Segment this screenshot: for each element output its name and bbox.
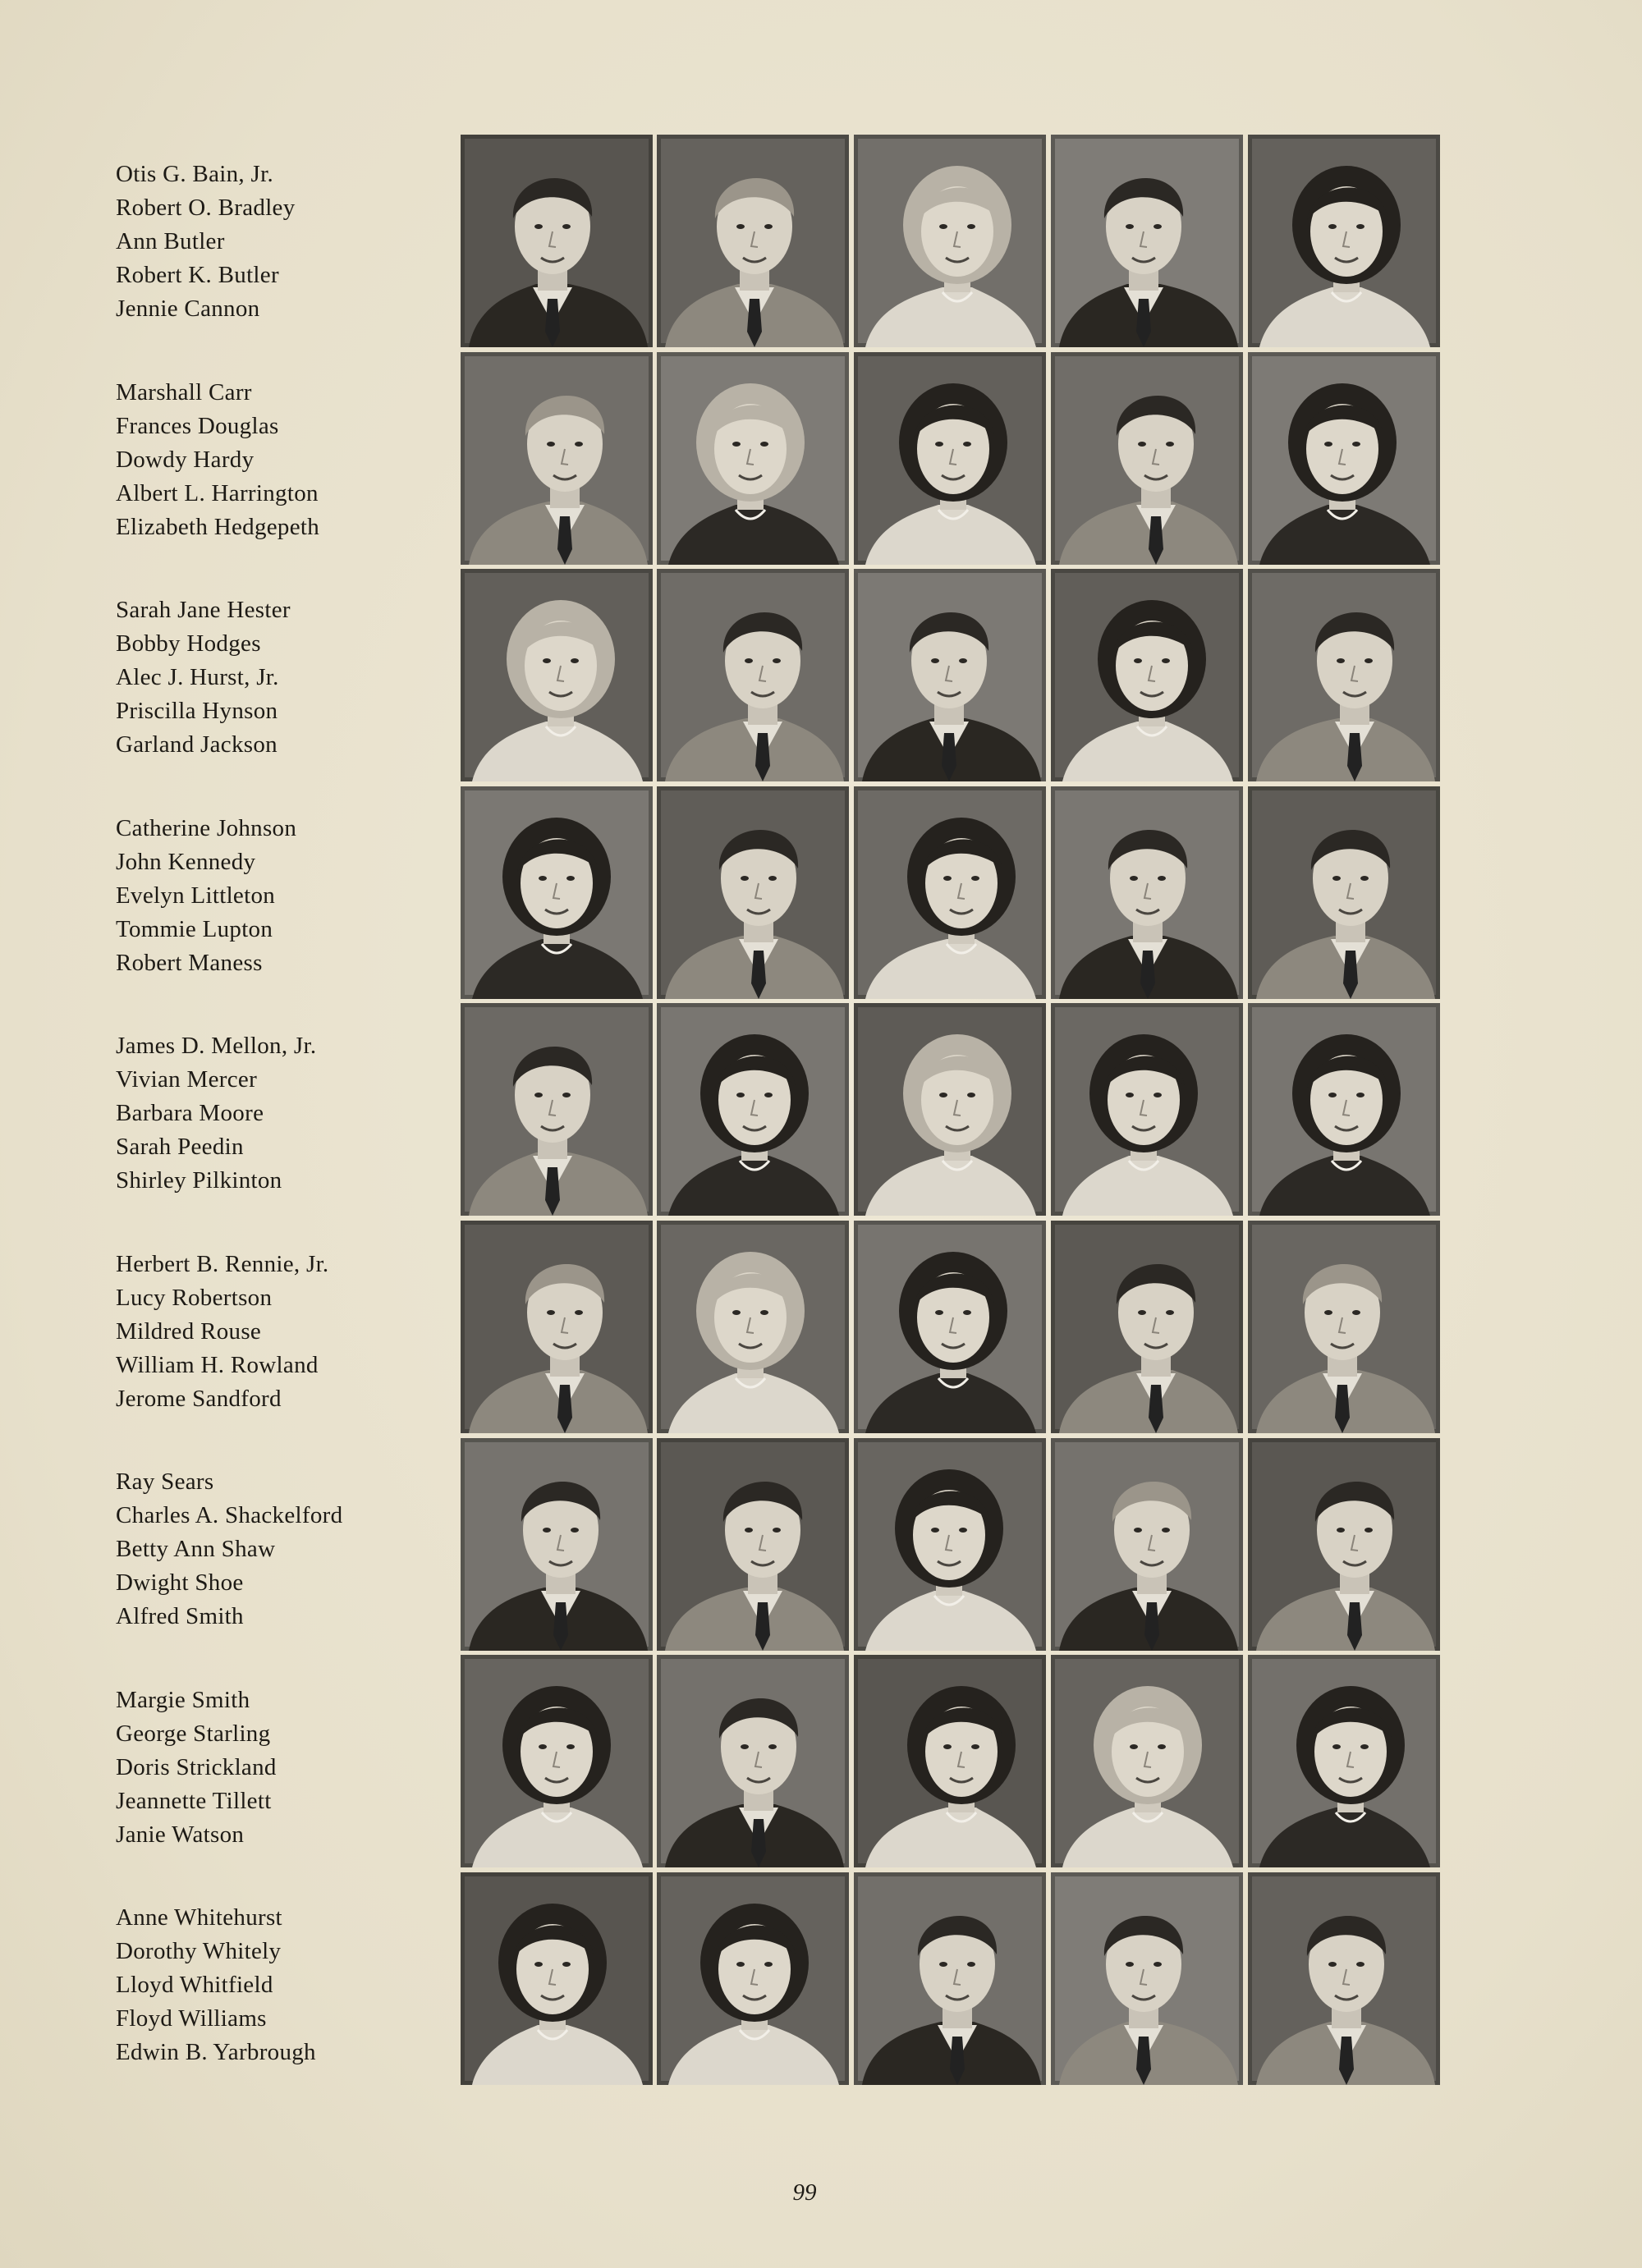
- student-portrait: [854, 1003, 1046, 1216]
- portrait-illustration: [1051, 569, 1243, 781]
- name-group: [116, 376, 444, 544]
- student-portrait: [1051, 1438, 1243, 1651]
- name-group: [116, 1248, 444, 1416]
- student-portrait: [657, 1003, 849, 1216]
- student-portrait: [1051, 352, 1243, 565]
- portrait-illustration: [1051, 1221, 1243, 1433]
- student-name: Evelyn Littleton: [116, 882, 276, 909]
- student-name: Jennie Cannon: [116, 296, 260, 322]
- student-portrait: [1248, 786, 1440, 999]
- portrait-illustration: [1051, 1003, 1243, 1216]
- student-portrait: [461, 352, 653, 565]
- student-name: Janie Watson: [116, 1821, 245, 1848]
- student-name: Margie Smith: [116, 1686, 250, 1713]
- student-name: Anne Whitehurst: [116, 1904, 282, 1931]
- student-portrait: [1051, 1872, 1243, 2085]
- student-portrait: [657, 352, 849, 565]
- student-portrait: [657, 1655, 849, 1867]
- student-portrait: [657, 1221, 849, 1433]
- student-name: Bobby Hodges: [116, 630, 261, 657]
- name-group: [116, 158, 444, 326]
- portrait-illustration: [1051, 1655, 1243, 1867]
- student-portrait: [461, 1655, 653, 1867]
- student-name: Albert L. Harrington: [116, 479, 319, 506]
- student-portrait: [1248, 1872, 1440, 2085]
- portrait-illustration: [657, 1438, 849, 1651]
- portrait-illustration: [657, 135, 849, 347]
- student-name: Alfred Smith: [116, 1603, 244, 1629]
- student-portrait: [854, 135, 1046, 347]
- student-name: Herbert B. Rennie, Jr.: [116, 1250, 329, 1277]
- student-name: Otis G. Bain, Jr.: [116, 161, 273, 187]
- portrait-illustration: [1248, 352, 1440, 565]
- student-portrait: [657, 1438, 849, 1651]
- student-name: Sarah Peedin: [116, 1134, 244, 1160]
- portrait-illustration: [1248, 1221, 1440, 1433]
- student-portrait: [1051, 135, 1243, 347]
- portrait-illustration: [657, 1221, 849, 1433]
- portrait-illustration: [854, 569, 1046, 781]
- student-portrait: [854, 786, 1046, 999]
- portrait-illustration: [657, 1655, 849, 1867]
- portrait-illustration: [1248, 135, 1440, 347]
- student-portrait: [1051, 786, 1243, 999]
- student-name: Dwight Shoe: [116, 1569, 244, 1596]
- portrait-illustration: [854, 1438, 1046, 1651]
- portrait-illustration: [854, 135, 1046, 347]
- student-portrait: [854, 1438, 1046, 1651]
- student-portrait: [657, 1872, 849, 2085]
- student-name: John Kennedy: [116, 848, 256, 875]
- student-portrait: [461, 786, 653, 999]
- student-name: Alec J. Hurst, Jr.: [116, 664, 279, 690]
- portrait-grid: [461, 135, 1440, 2085]
- portrait-illustration: [461, 1872, 653, 2085]
- student-name: William H. Rowland: [116, 1351, 319, 1378]
- portrait-illustration: [854, 1221, 1046, 1433]
- student-name: Mildred Rouse: [116, 1317, 262, 1345]
- portrait-illustration: [657, 1872, 849, 2085]
- portrait-illustration: [461, 1438, 653, 1651]
- name-group: [116, 1465, 444, 1633]
- student-portrait: [461, 1872, 653, 2085]
- student-name: Robert Maness: [116, 949, 263, 976]
- portrait-illustration: [657, 352, 849, 565]
- portrait-illustration: [1051, 352, 1243, 565]
- student-name: Jerome Sandford: [116, 1385, 282, 1412]
- student-portrait: [657, 786, 849, 999]
- student-name: Vivian Mercer: [116, 1066, 258, 1093]
- student-name: Priscilla Hynson: [116, 698, 278, 724]
- portrait-illustration: [657, 786, 849, 999]
- student-name: Marshall Carr: [116, 378, 252, 405]
- student-portrait: [1248, 1655, 1440, 1867]
- student-portrait: [1051, 569, 1243, 781]
- student-name: Elizabeth Hedgepeth: [116, 513, 320, 540]
- student-name: George Starling: [116, 1720, 271, 1747]
- student-portrait: [1248, 569, 1440, 781]
- portrait-illustration: [1248, 1438, 1440, 1651]
- student-name: Dowdy Hardy: [116, 446, 255, 473]
- student-portrait: [1051, 1003, 1243, 1216]
- student-name: Tommie Lupton: [116, 915, 273, 942]
- student-portrait: [1248, 1003, 1440, 1216]
- student-name: Barbara Moore: [116, 1100, 264, 1126]
- portrait-illustration: [854, 352, 1046, 565]
- student-portrait: [1051, 1655, 1243, 1867]
- portrait-illustration: [854, 1872, 1046, 2085]
- portrait-illustration: [461, 1221, 653, 1433]
- student-portrait: [854, 1655, 1046, 1867]
- student-portrait: [1051, 1221, 1243, 1433]
- student-name: Edwin B. Yarbrough: [116, 2039, 316, 2065]
- student-name: Jeannette Tillett: [116, 1787, 272, 1814]
- portrait-illustration: [854, 786, 1046, 999]
- portrait-illustration: [1051, 1438, 1243, 1651]
- name-group: [116, 1901, 444, 2069]
- portrait-illustration: [1248, 1872, 1440, 2085]
- student-name: Robert K. Butler: [116, 262, 279, 288]
- portrait-illustration: [1051, 786, 1243, 999]
- portrait-illustration: [1051, 135, 1243, 347]
- portrait-illustration: [1248, 1003, 1440, 1216]
- portrait-illustration: [854, 1003, 1046, 1216]
- name-group: [116, 812, 444, 980]
- portrait-illustration: [461, 569, 653, 781]
- portrait-illustration: [1248, 786, 1440, 999]
- student-name: Ann Butler: [116, 228, 225, 254]
- student-name: Garland Jackson: [116, 731, 277, 758]
- student-name: Doris Strickland: [116, 1753, 277, 1780]
- portrait-illustration: [657, 1003, 849, 1216]
- portrait-illustration: [1051, 1872, 1243, 2085]
- name-group: [116, 1029, 444, 1198]
- student-name: Robert O. Bradley: [116, 195, 296, 221]
- student-name: James D. Mellon, Jr.: [116, 1033, 317, 1059]
- student-name: Dorothy Whitely: [116, 1938, 282, 1964]
- portrait-illustration: [1248, 1655, 1440, 1867]
- student-name: Ray Sears: [116, 1468, 214, 1495]
- student-portrait: [461, 569, 653, 781]
- student-portrait: [657, 569, 849, 781]
- student-portrait: [461, 1003, 653, 1216]
- portrait-illustration: [461, 352, 653, 565]
- student-name: Floyd Williams: [116, 2005, 267, 2032]
- student-portrait: [854, 569, 1046, 781]
- student-portrait: [1248, 1221, 1440, 1433]
- name-group: [116, 593, 444, 762]
- portrait-illustration: [461, 786, 653, 999]
- portrait-illustration: [461, 1003, 653, 1216]
- student-portrait: [1248, 352, 1440, 565]
- student-portrait: [854, 1872, 1046, 2085]
- portrait-illustration: [461, 135, 653, 347]
- student-name: Catherine Johnson: [116, 814, 297, 841]
- student-portrait: [854, 1221, 1046, 1433]
- student-name: Lucy Robertson: [116, 1284, 273, 1311]
- portrait-illustration: [461, 1655, 653, 1867]
- portrait-illustration: [657, 569, 849, 781]
- student-portrait: [1248, 135, 1440, 347]
- student-portrait: [854, 352, 1046, 565]
- name-group: [116, 1684, 444, 1852]
- student-name: Shirley Pilkinton: [116, 1167, 282, 1194]
- student-name: Sarah Jane Hester: [116, 597, 291, 623]
- portrait-illustration: [1248, 569, 1440, 781]
- student-portrait: [461, 1221, 653, 1433]
- student-name: Frances Douglas: [116, 412, 279, 439]
- portrait-illustration: [854, 1655, 1046, 1867]
- page-number: 99: [792, 2179, 817, 2206]
- student-portrait: [461, 135, 653, 347]
- student-name: Lloyd Whitfield: [116, 1972, 273, 1998]
- student-portrait: [1248, 1438, 1440, 1651]
- student-portrait: [657, 135, 849, 347]
- student-portrait: [461, 1438, 653, 1651]
- student-name: Charles A. Shackelford: [116, 1502, 343, 1528]
- student-name: Betty Ann Shaw: [116, 1536, 276, 1562]
